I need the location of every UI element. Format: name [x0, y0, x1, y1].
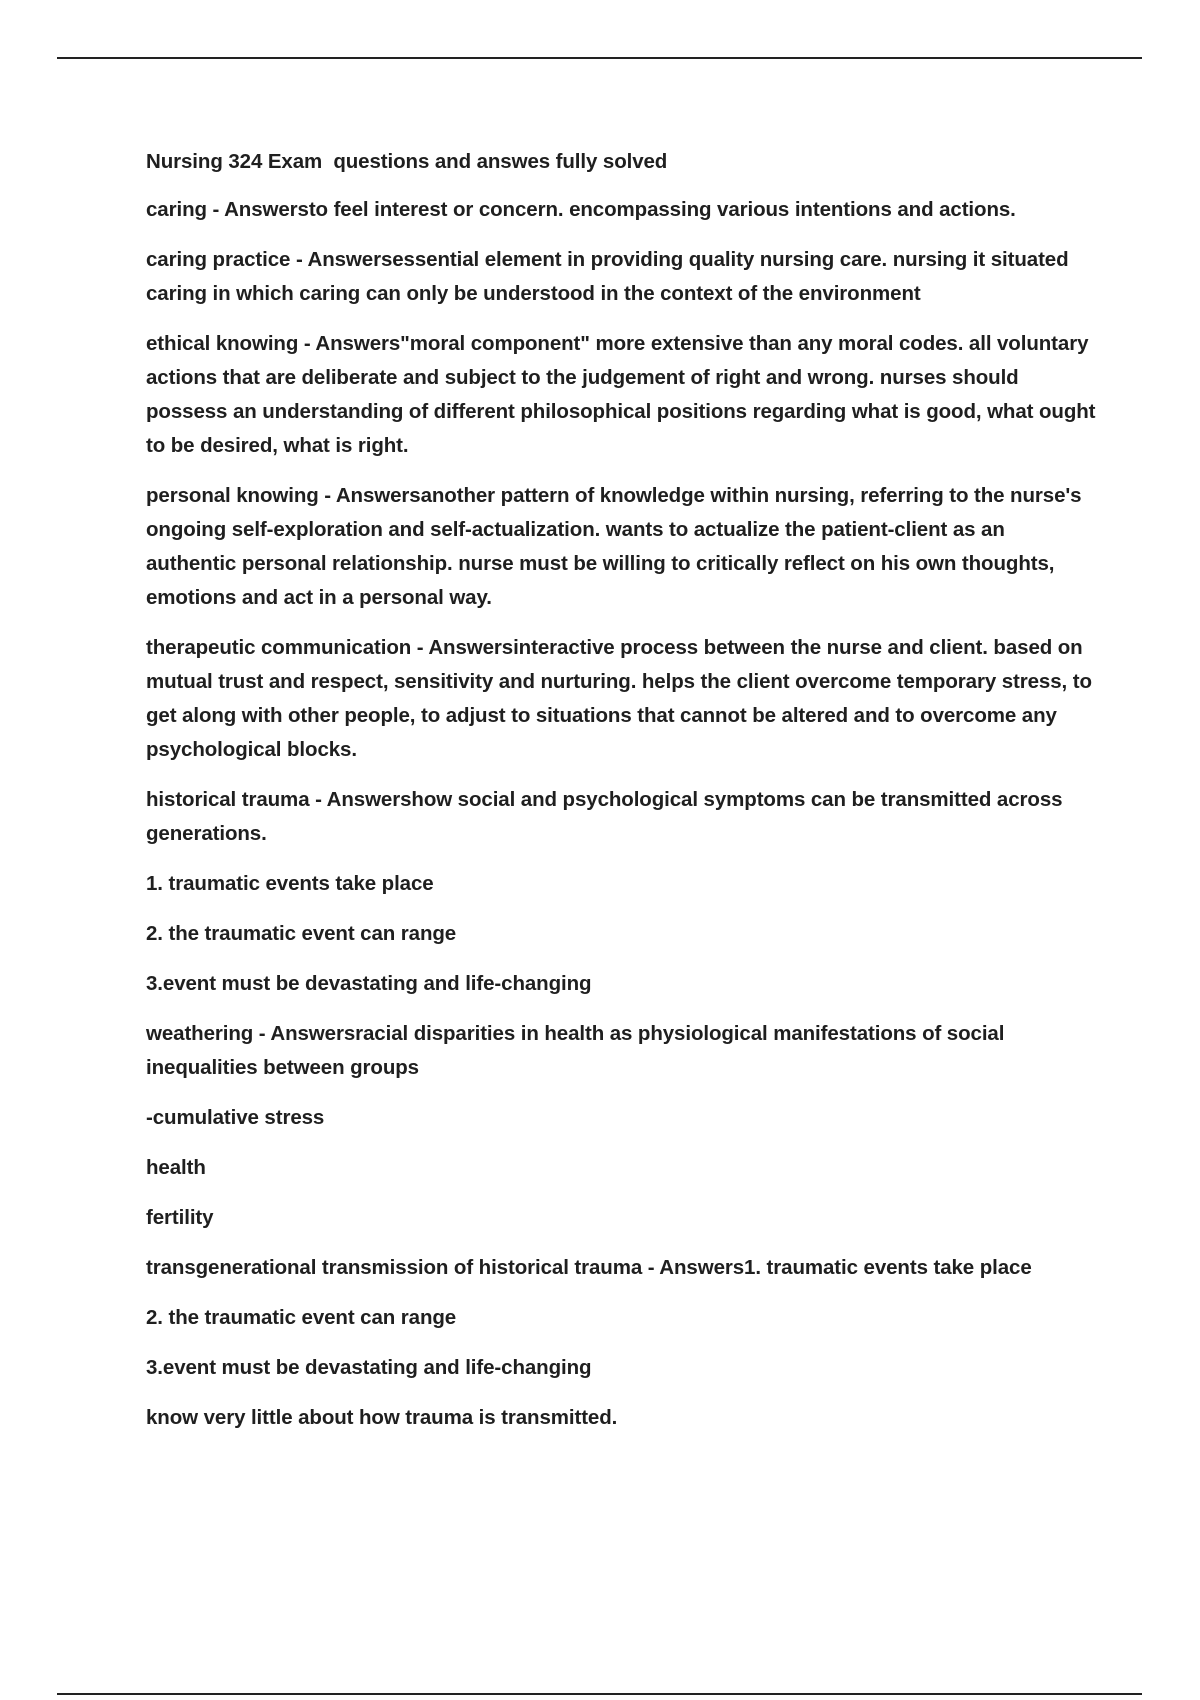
- list-item: 2. the traumatic event can range: [146, 922, 457, 945]
- list-item: 3.event must be devastating and life-changing: [146, 972, 592, 995]
- paragraph-closing-note: know very little about how trauma is transmitted.: [146, 1406, 618, 1429]
- paragraph-historical-trauma: historical trauma - Answershow social and psychological symptoms can be transmitted across generations.: [146, 788, 1069, 845]
- list-item: health: [146, 1156, 206, 1179]
- document-title: Nursing 324 Exam questions and answes fully solved: [146, 150, 668, 173]
- document-body: [146, 145, 1101, 1451]
- paragraph-caring-practice: caring practice - Answersessential element in providing quality nursing care. nursing it situated caring in which caring can only be understood in the context of the environment: [146, 248, 1075, 305]
- list-item: -cumulative stress: [146, 1106, 325, 1129]
- list-item: 3.event must be devastating and life-changing: [146, 1356, 592, 1379]
- paragraph-transgenerational-transmission: transgenerational transmission of historical trauma - Answers1. traumatic events take place: [146, 1256, 1032, 1279]
- paragraph-caring: caring - Answersto feel interest or concern. encompassing various intentions and actions.: [146, 198, 1016, 221]
- header-rule: [57, 57, 1142, 59]
- paragraph-ethical-knowing: ethical knowing - Answers"moral component" more extensive than any moral codes. all voluntary actions that are deliberate and subject to the judgement of right and wrong. nurses should possess an understanding of different philosophical positions regarding what is good, what ought to be desired, what is right.: [146, 332, 1101, 457]
- list-item: 2. the traumatic event can range: [146, 1306, 457, 1329]
- list-item: 1. traumatic events take place: [146, 872, 434, 895]
- paragraph-personal-knowing: personal knowing - Answersanother pattern of knowledge within nursing, referring to the nurse's ongoing self-exploration and self-actualization. wants to actualize the patient-client as an authentic personal relationship. nurse must be willing to critically reflect on his own thoughts, emotions and act in a personal way.: [146, 484, 1088, 609]
- paragraph-weathering: weathering - Answersracial disparities in health as physiological manifestations of social inequalities between groups: [146, 1022, 1010, 1079]
- paragraph-therapeutic-communication: therapeutic communication - Answersinteractive process between the nurse and client. based on mutual trust and respect, sensitivity and nurturing. helps the client overcome temporary stress, to get along with other people, to adjust to situations that cannot be altered and to overcome any psychological blocks.: [146, 636, 1098, 761]
- footer-rule: [57, 1693, 1142, 1695]
- list-item: fertility: [146, 1206, 214, 1229]
